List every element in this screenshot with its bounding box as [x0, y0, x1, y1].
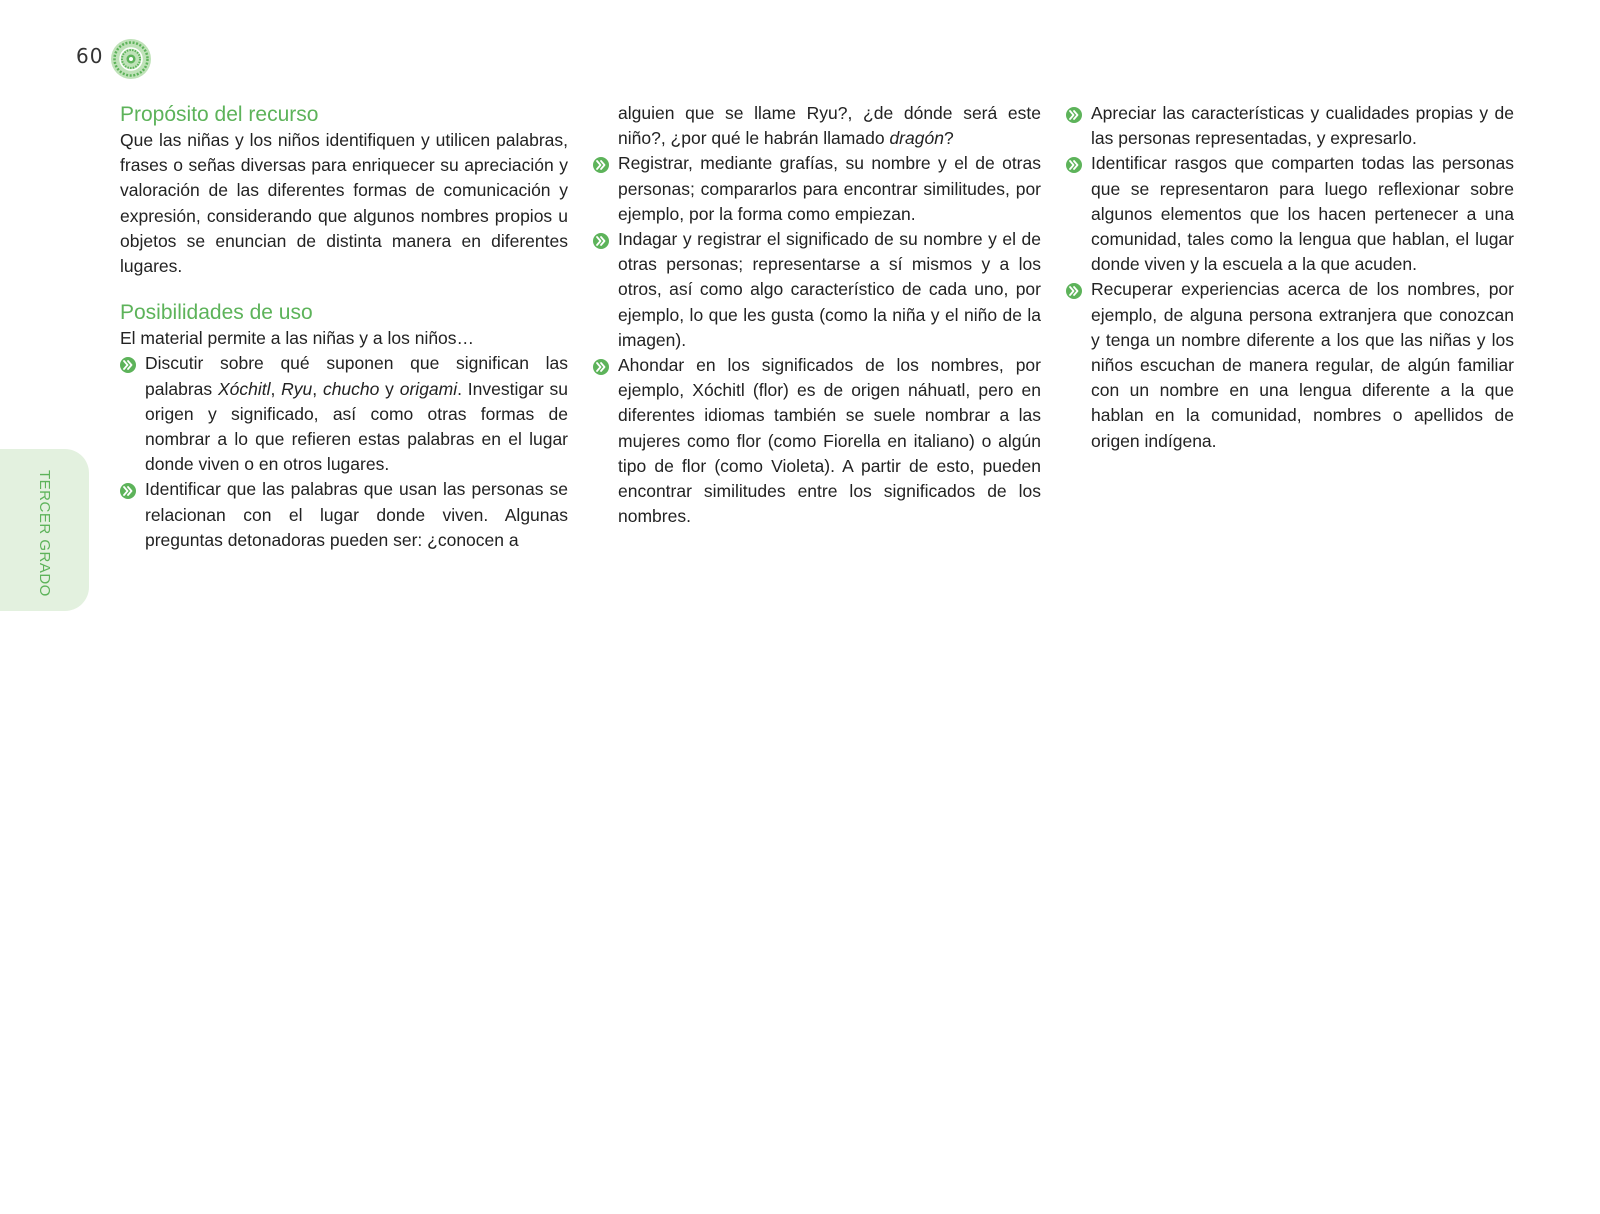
item-text: Registrar, mediante grafías, su nombre y el de otras personas; compararlos para encontrar similitudes, por ejemplo, por la forma como empiezan. — [618, 153, 1041, 224]
chevron-right-icon — [1066, 157, 1082, 173]
page-number: 60 — [76, 44, 104, 68]
chevron-right-icon — [1066, 107, 1082, 123]
column-2 — [593, 101, 1041, 529]
list-item — [1066, 151, 1514, 277]
chevron-right-icon — [593, 233, 609, 249]
section-title-posibilidades: Posibilidades de uso — [120, 301, 313, 325]
posibilidades-intro: El material permite a las niñas y a los niños… — [120, 328, 475, 349]
sun-medallion-icon — [110, 38, 152, 80]
posibilidades-list-3 — [1066, 101, 1514, 454]
list-item — [1066, 101, 1514, 151]
item-text: Indagar y registrar el significado de su nombre y el de otras personas; representarse a sí mismos y a los otros, así como algo característico de cada uno, por ejemplo, lo que les gusta (como la niña y el niño de la imagen). — [618, 229, 1041, 350]
list-item — [593, 151, 1041, 227]
item-text: Apreciar las características y cualidades propias y de las personas representadas, y expresarlo. — [1091, 103, 1514, 149]
list-item — [120, 477, 568, 553]
chevron-right-icon — [1066, 283, 1082, 299]
item-text: Identificar rasgos que comparten todas las personas que se representaron para luego reflexionar sobre algunos elementos que los hacen pertenecer a una comunidad, tales como la lengua que hablan, el lugar donde viven y la escuela a la que acuden. — [1091, 153, 1514, 275]
list-item — [593, 353, 1041, 529]
section-title-proposito: Propósito del recurso — [120, 103, 319, 126]
chevron-right-icon — [593, 359, 609, 375]
list-item — [120, 351, 568, 477]
column-1 — [120, 101, 568, 553]
item-text: Discutir sobre qué suponen que significan las palabras Xóchitl, Ryu, chucho y origami. Investigar su origen y significado, así como otras formas de nombrar a lo que refieren estas palabras en el lugar donde viven o en otros lugares. — [145, 353, 568, 475]
proposito-body: Que las niñas y los niños identifiquen y utilicen palabras, frases o señas diversas para enriquecer su apreciación y valoración de las diferentes formas de comunicación y expresión, considerando que algunos nombres propios u objetos se enuncian de distinta manera en diferentes lugares. — [120, 130, 568, 277]
grade-label: TERCER GRADO — [36, 470, 53, 597]
item-text: Ahondar en los significados de los nombres, por ejemplo, Xóchitl (flor) es de origen náhuatl, pero en diferentes idiomas también se suele nombrar a las mujeres como flor (como Fiorella en italiano) o algún tipo de flor (como Violeta). A partir de esto, pueden encontrar similitudes entre los significados de los nombres. — [618, 355, 1041, 527]
chevron-right-icon — [120, 357, 136, 373]
chevron-right-icon — [593, 157, 609, 173]
chevron-right-icon — [120, 483, 136, 499]
posibilidades-list-2 — [593, 101, 1041, 529]
list-item-continuation: alguien que se llame Ryu?, ¿de dónde será este niño?, ¿por qué le habrán llamado dragón? — [618, 103, 1041, 149]
item-text: Recuperar experiencias acerca de los nombres, por ejemplo, de alguna persona extranjera que conozcan y tenga un nombre diferente a los que las niñas y los niños escuchan de manera regular, de algún familiar con un nombre en una lengua diferente a la que hablan en la comunidad, nombres o apellidos de origen indígena. — [1091, 279, 1514, 451]
posibilidades-list-1 — [120, 351, 568, 553]
item-text: Identificar que las palabras que usan las personas se relacionan con el lugar donde viven. Algunas preguntas detonadoras pueden ser: ¿conocen a — [145, 479, 568, 550]
list-item — [1066, 277, 1514, 453]
list-item — [593, 227, 1041, 353]
column-3 — [1066, 101, 1514, 454]
